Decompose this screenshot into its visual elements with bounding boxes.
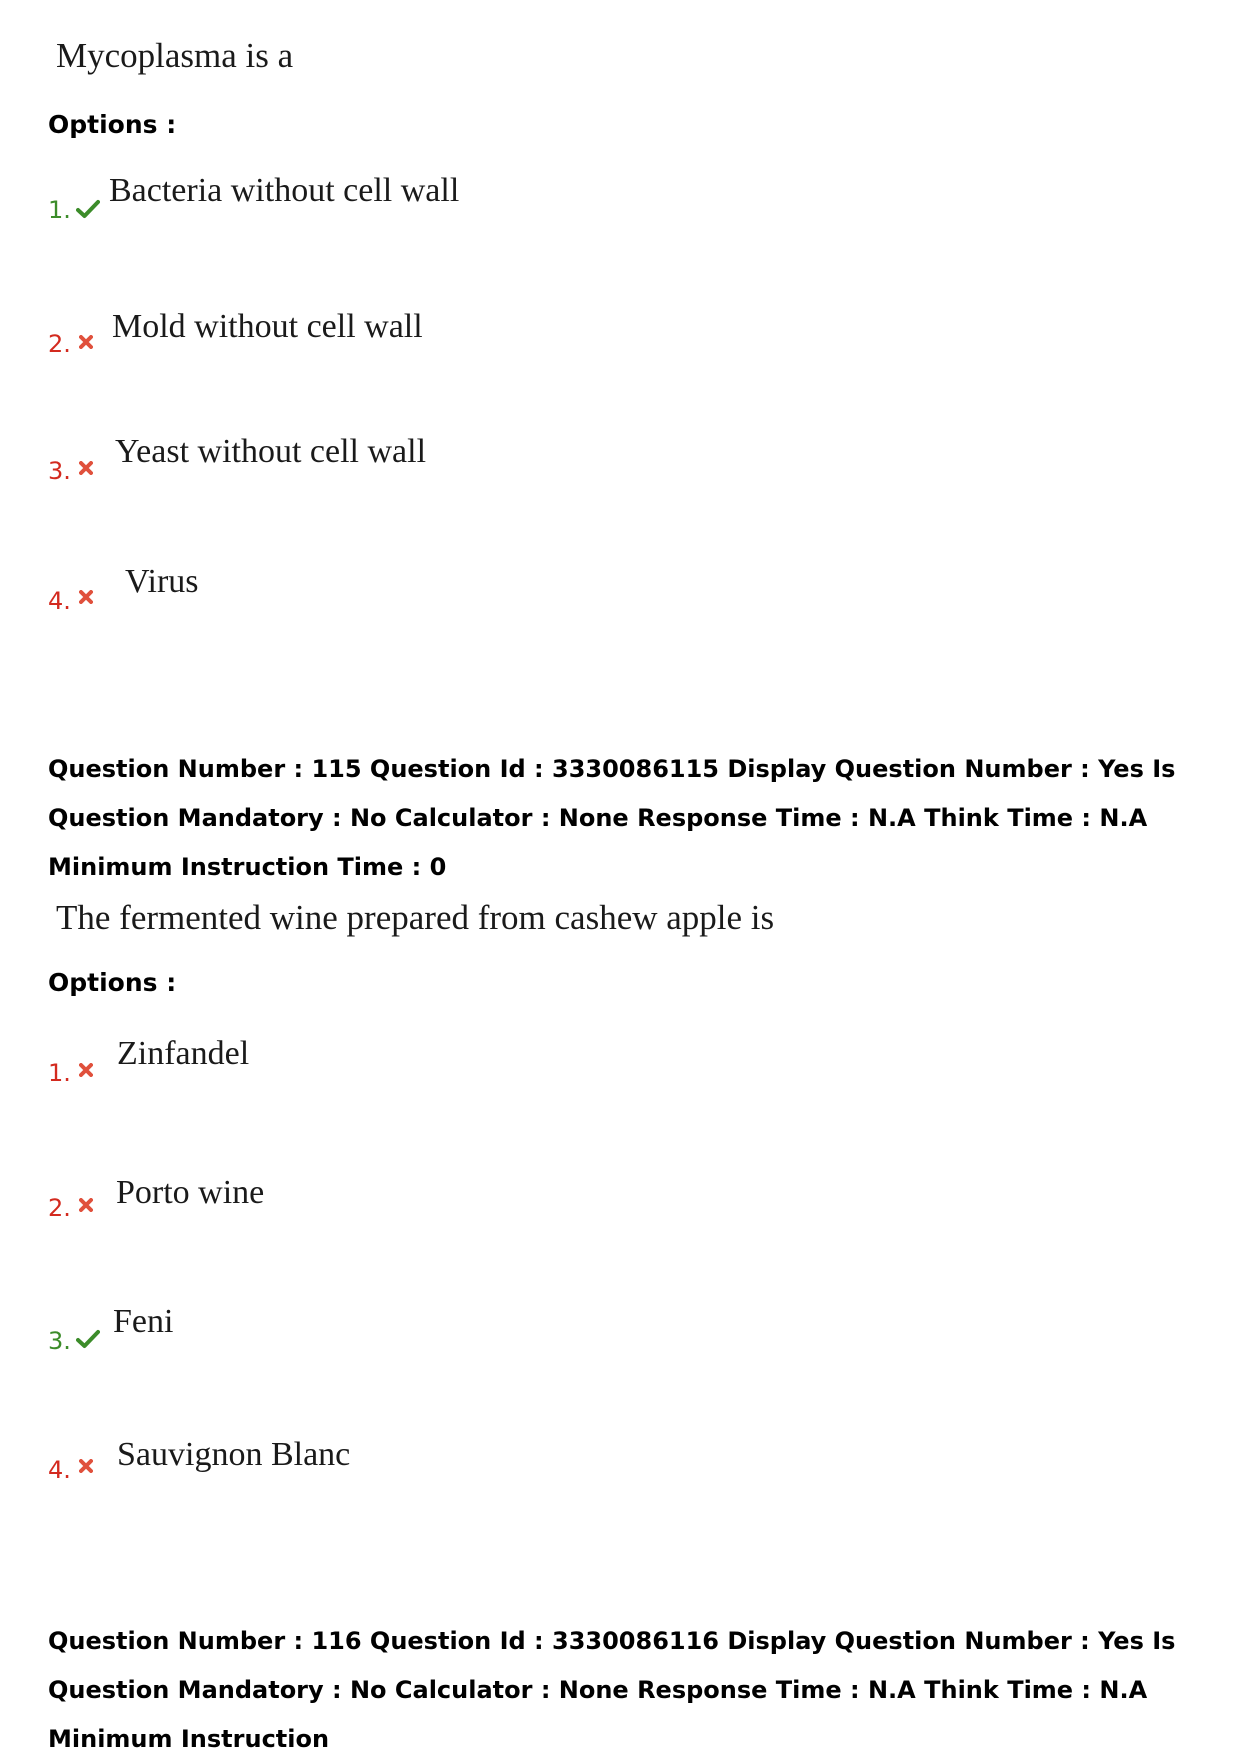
option-1 (0, 1035, 1240, 1095)
option-3 (0, 1303, 1240, 1363)
check-icon (76, 1329, 100, 1353)
option-text: Sauvignon Blanc (117, 1436, 351, 1473)
cross-icon (79, 1062, 93, 1081)
option-number: 3. (48, 457, 71, 485)
option-4 (0, 563, 1240, 623)
option-number: 4. (48, 587, 71, 615)
option-number: 4. (48, 1456, 71, 1484)
question-meta: Question Number : 116 Question Id : 3330086116 Display Question Number : Yes Is Question Mandatory : No Calculator : None Response Time : N.A Think Time : N.A Minimum Instruction (48, 1627, 1176, 1753)
option-3 (0, 433, 1240, 493)
option-4 (0, 1432, 1240, 1492)
cross-icon (79, 1458, 93, 1477)
option-2 (0, 306, 1240, 366)
question-meta: Question Number : 115 Question Id : 3330086115 Display Question Number : Yes Is Question Mandatory : No Calculator : None Response Time : N.A Think Time : N.A Minimum Instruction Time : 0 (48, 755, 1176, 881)
option-text: Yeast without cell wall (115, 433, 427, 470)
cross-icon (79, 589, 93, 608)
cross-icon (79, 1197, 93, 1216)
options-label: Options : (48, 110, 177, 139)
option-text: Virus (125, 563, 199, 600)
option-text: Zinfandel (117, 1035, 250, 1072)
question-text: Mycoplasma is a (56, 36, 294, 75)
option-text: Porto wine (116, 1174, 265, 1211)
option-number: 3. (48, 1327, 71, 1355)
option-text: Feni (113, 1303, 174, 1340)
cross-icon (79, 460, 93, 479)
option-text: Mold without cell wall (112, 308, 423, 345)
option-number: 2. (48, 1194, 71, 1222)
options-label: Options : (48, 968, 177, 997)
question-text: The fermented wine prepared from cashew apple is (56, 898, 775, 937)
option-2 (0, 1170, 1240, 1230)
option-number: 1. (48, 1059, 71, 1087)
option-number: 1. (48, 196, 71, 224)
option-1 (0, 172, 1240, 232)
option-number: 2. (48, 330, 71, 358)
option-text: Bacteria without cell wall (109, 172, 460, 209)
cross-icon (79, 334, 93, 353)
check-icon (76, 199, 100, 223)
